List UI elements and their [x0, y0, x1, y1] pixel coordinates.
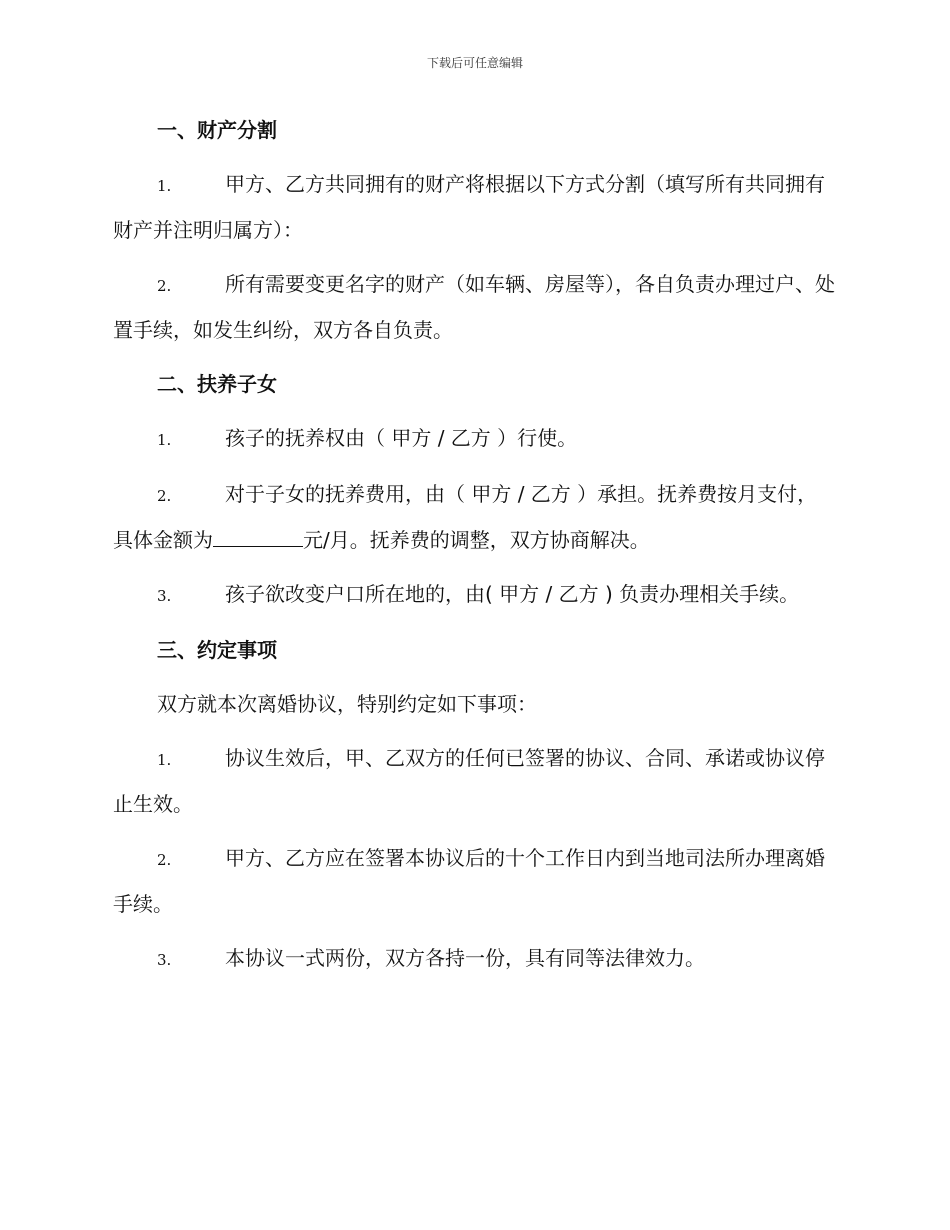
item-text: 对于子女的抚养费用，由（ 甲方 / 乙方 ）承担。抚养费按月支付，具体金额为: [113, 482, 818, 552]
section-heading-agreements: 三、约定事项: [157, 638, 277, 662]
list-item: [113, 472, 837, 562]
amount-blank-line: [213, 528, 303, 547]
list-item: [113, 416, 837, 462]
item-text: 所有需要变更名字的财产（如车辆、房屋等），各自负责办理过户、处置手续，如发生纠纷，双方各自负责。: [113, 272, 835, 342]
item-text: 甲方、乙方应在签署本协议后的十个工作日内到当地司法所办理离婚手续。: [113, 846, 825, 916]
document-body: [113, 108, 837, 992]
item-text: 孩子的抚养权由（ 甲方 / 乙方 ）行使。: [225, 426, 578, 450]
item-number: 1.: [157, 431, 172, 449]
item-text-continued: 元/月。抚养费的调整，双方协商解决。: [303, 528, 650, 552]
page-header-note: 下载后可任意编辑: [426, 56, 523, 70]
item-number: 2.: [157, 277, 172, 295]
item-text: 协议生效后，甲、乙双方的任何已签署的协议、合同、承诺或协议停止生效。: [113, 746, 825, 816]
list-item: [113, 162, 837, 252]
item-number: 1.: [157, 751, 172, 769]
list-item: [113, 936, 837, 982]
list-item: [113, 836, 837, 926]
section-intro: 双方就本次离婚协议，特别约定如下事项：: [157, 692, 537, 716]
list-item: [113, 572, 837, 618]
item-number: 1.: [157, 177, 172, 195]
item-text: 本协议一式两份，双方各持一份，具有同等法律效力。: [225, 946, 705, 970]
section-heading-children: 二、扶养子女: [157, 372, 277, 396]
item-text: 甲方、乙方共同拥有的财产将根据以下方式分割（填写所有共同拥有财产并注明归属方）：: [113, 172, 825, 242]
section-heading-property: 一、财产分割: [157, 118, 277, 142]
item-text: 孩子欲改变户口所在地的，由( 甲方 / 乙方 ) 负责办理相关手续。: [225, 582, 800, 606]
item-number: 2.: [157, 487, 172, 505]
item-number: 2.: [157, 851, 172, 869]
list-item: [113, 262, 837, 352]
item-number: 3.: [157, 951, 172, 969]
item-number: 3.: [157, 587, 172, 605]
list-item: [113, 736, 837, 826]
